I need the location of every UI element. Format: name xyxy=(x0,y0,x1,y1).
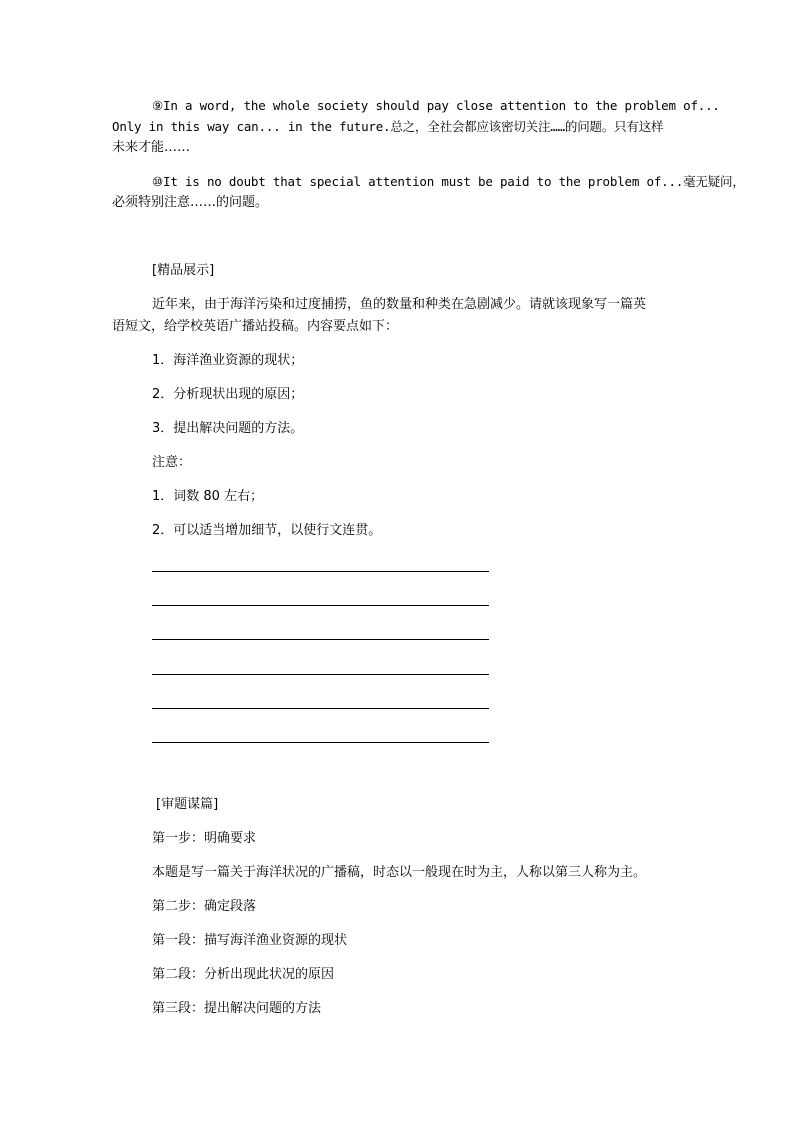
content-point-2: 2．分析现状出现的原因； xyxy=(152,387,304,402)
content-point-3: 3．提出解决问题的方法。 xyxy=(152,421,304,436)
step-2-title: 第二步：确定段落 xyxy=(152,899,257,914)
analysis-heading: [审题谋篇] xyxy=(156,797,219,812)
paragraph-plan-3: 第三段：提出解决问题的方法 xyxy=(152,1001,322,1016)
paragraph-plan-1: 第一段：描写海洋渔业资源的现状 xyxy=(152,933,348,948)
answer-line xyxy=(152,639,489,640)
answer-line xyxy=(152,605,489,606)
answer-line xyxy=(152,674,489,675)
note-2: 2．可以适当增加细节，以使行文连贯。 xyxy=(152,523,382,538)
step-1-text: 本题是写一篇关于海洋状况的广播稿，时态以一般现在时为主，人称以第三人称为主。 xyxy=(152,865,647,880)
step-1-title: 第一步：明确要求 xyxy=(152,831,257,846)
answer-line xyxy=(152,708,489,709)
prompt-line-2: 语短文，给学校英语广播站投稿。内容要点如下： xyxy=(112,319,399,334)
phrase-9-line-1: ⑨In a word, the whole society should pay close attention to the problem of... xyxy=(152,98,720,113)
phrase-9-line-2: Only in this way can... in the future.总之，全社会都应该密切关注……的问题。只有这样 xyxy=(112,119,664,134)
showcase-heading: [精品展示] xyxy=(152,263,215,278)
content-point-1: 1．海洋渔业资源的现状； xyxy=(152,353,304,368)
prompt-line-1: 近年来，由于海洋污染和过度捕捞，鱼的数量和种类在急剧减少。请就该现象写一篇英 xyxy=(152,297,647,312)
answer-line xyxy=(152,571,489,572)
phrase-10-line-1: ⑩It is no doubt that special attention must be paid to the problem of...毫无疑问， xyxy=(152,174,745,189)
note-label: 注意： xyxy=(152,455,192,470)
phrase-9-line-3: 未来才能…… xyxy=(112,140,191,155)
paragraph-plan-2: 第二段：分析出现此状况的原因 xyxy=(152,967,335,982)
note-1: 1．词数 80 左右； xyxy=(152,489,264,504)
phrase-10-line-2: 必须特别注意……的问题。 xyxy=(112,195,269,210)
answer-line xyxy=(152,742,489,743)
